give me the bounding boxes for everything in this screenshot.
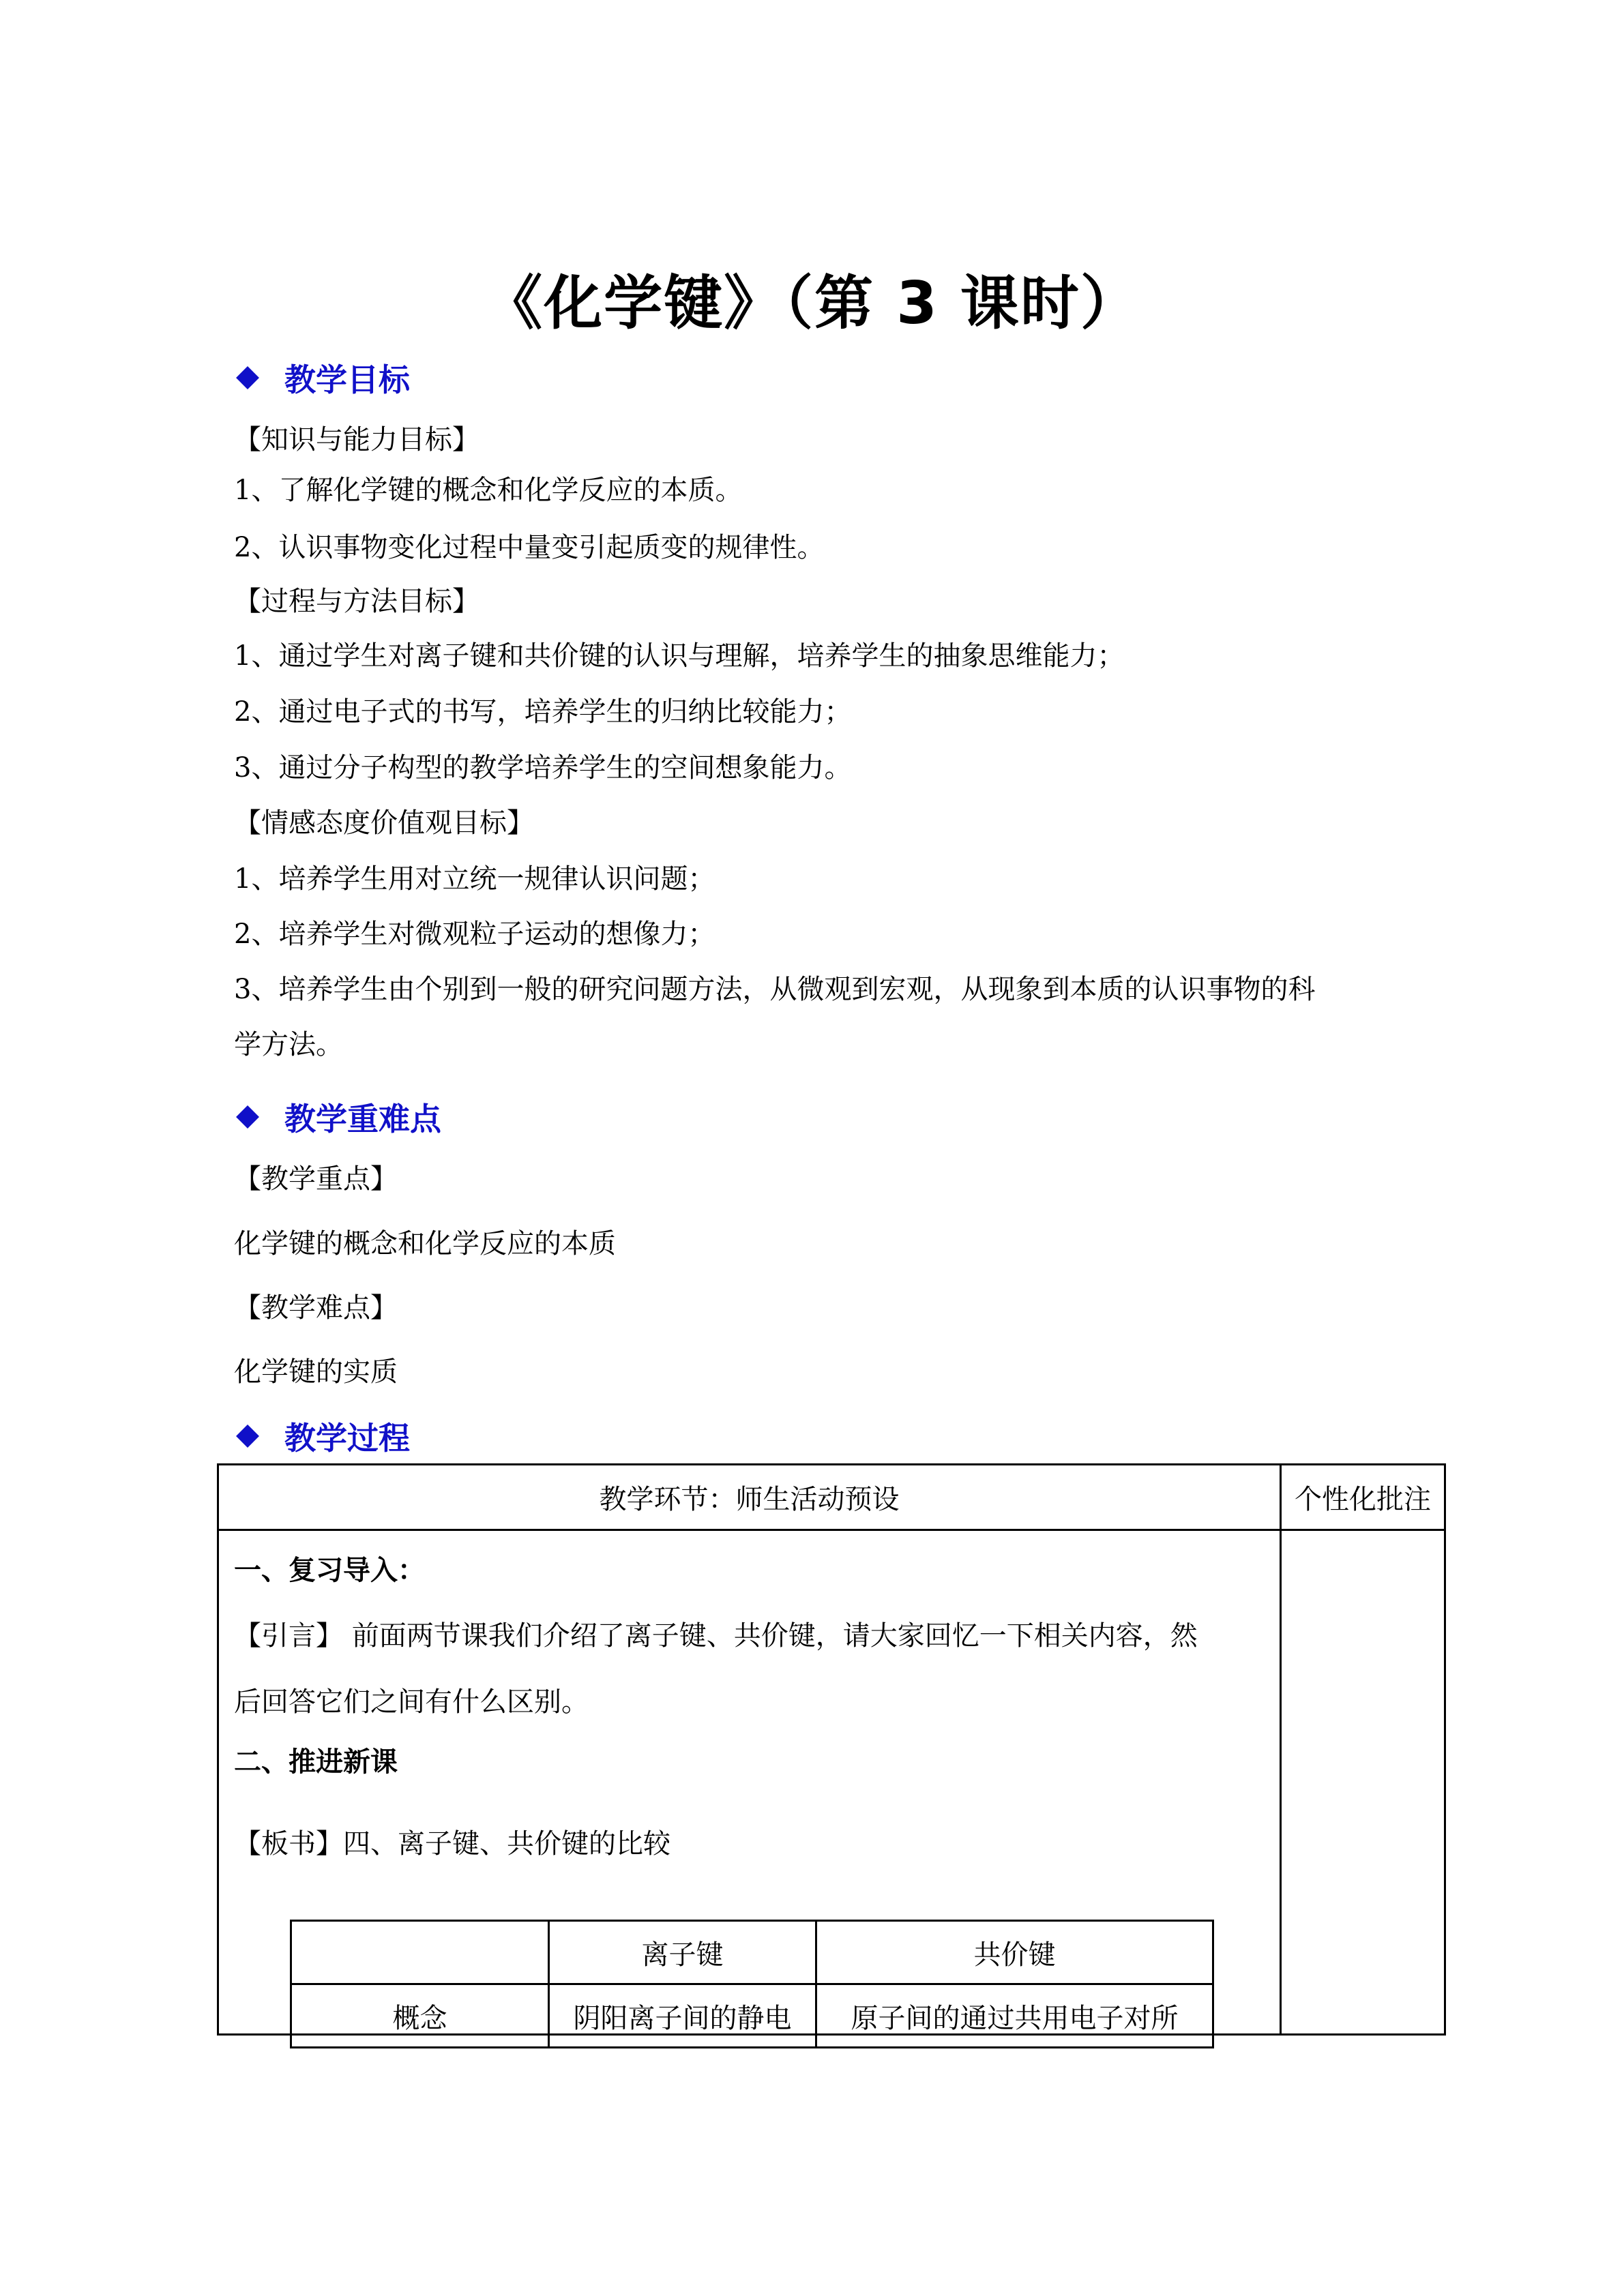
- key-point-line: 【教学重点】: [234, 1163, 398, 1195]
- goal-line: 3、培养学生由个别到一般的研究问题方法，从微观到宏观，从现象到本质的认识事物的科: [234, 974, 1316, 1005]
- board-line: 【板书】四、离子键、共价键的比较: [234, 1828, 670, 1860]
- goal-line: 【过程与方法目标】: [234, 586, 479, 617]
- table-header-main: 教学环节：师生活动预设: [599, 1484, 900, 1515]
- table-column-divider: [1280, 1465, 1282, 2033]
- diamond-bullet-icon: [236, 366, 259, 389]
- table-row: [291, 1984, 1213, 2048]
- key-point-line: 化学键的概念和化学反应的本质: [234, 1228, 616, 1259]
- section-heading-text: 教学目标: [284, 361, 410, 398]
- intro-line: 【引言】 前面两节课我们介绍了离子键、共价键，请大家回忆一下相关内容，然: [234, 1620, 1198, 1652]
- table-row: [291, 1921, 1213, 1984]
- process-table: [217, 1463, 1446, 2036]
- section-heading-text: 教学重难点: [284, 1101, 441, 1137]
- comparison-table: [290, 1920, 1214, 2048]
- table-header-annotation: 个性化批注: [1295, 1484, 1431, 1515]
- goal-line: 1、了解化学键的概念和化学反应的本质。: [234, 475, 743, 506]
- section-heading-key-points: [234, 1093, 441, 1141]
- intro-line: 后回答它们之间有什么区别。: [234, 1686, 589, 1718]
- table-cell: [291, 1921, 549, 1984]
- review-heading: 一、复习导入：: [234, 1555, 425, 1586]
- page-title: 《化学键》（第 3 课时）: [484, 269, 1140, 338]
- new-lesson-heading: 二、推进新课: [234, 1746, 398, 1778]
- table-cell: 阴阳离子间的静电: [549, 1984, 816, 2048]
- goal-line: 【情感态度价值观目标】: [234, 807, 534, 839]
- table-cell: 共价键: [816, 1921, 1213, 1984]
- section-heading-process: [234, 1412, 410, 1460]
- table-header-divider: [219, 1529, 1444, 1531]
- goal-line: 2、培养学生对微观粒子运动的想像力；: [234, 919, 715, 950]
- goal-line: 3、通过分子构型的教学培养学生的空间想象能力。: [234, 752, 852, 784]
- goal-line: 1、培养学生用对立统一规律认识问题；: [234, 863, 715, 895]
- diamond-bullet-icon: [236, 1105, 259, 1129]
- section-heading-goals: [234, 354, 410, 402]
- key-point-line: 【教学难点】: [234, 1292, 398, 1324]
- diamond-bullet-icon: [236, 1425, 259, 1448]
- section-heading-text: 教学过程: [284, 1420, 410, 1457]
- goal-line: 2、通过电子式的书写，培养学生的归纳比较能力；: [234, 696, 852, 728]
- key-point-line: 化学键的实质: [234, 1356, 398, 1388]
- goal-line: 学方法。: [234, 1029, 343, 1060]
- goal-line: 2、认识事物变化过程中量变引起质变的规律性。: [234, 532, 825, 563]
- goal-line: 1、通过学生对离子键和共价键的认识与理解，培养学生的抽象思维能力；: [234, 640, 1125, 672]
- table-cell: 概念: [291, 1984, 549, 2048]
- table-cell: 离子键: [549, 1921, 816, 1984]
- table-cell: 原子间的通过共用电子对所: [816, 1984, 1213, 2048]
- goal-line: 【知识与能力目标】: [234, 424, 479, 456]
